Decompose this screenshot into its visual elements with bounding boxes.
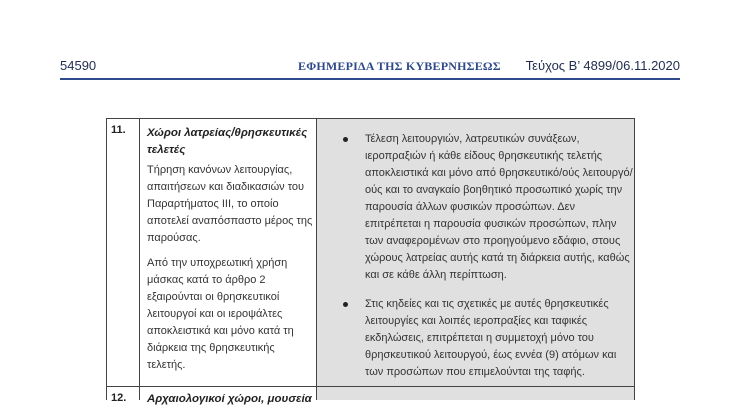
row-title: Χώροι λατρείας/θρησκευτικές τελετές [147, 127, 308, 156]
page-header [60, 58, 680, 78]
table-left-border [106, 118, 107, 400]
header-rule [60, 78, 680, 80]
gazette-name: ΕΦΗΜΕΡΙΔΑ ΤΗΣ ΚΥΒΕΡΝΗΣΕΩΣ [298, 59, 501, 73]
row-number: 11. [111, 124, 126, 136]
measure-bullet: Τέλεση λειτουργιών, λατρευτικών συνάξεων, ιεροπραξιών ή κάθε είδους θρησκευτικής τελετής αποκλειστικά και μόνο από θρησκευτικό/ούς λειτουργό/ούς και το αναγκαίο βοηθητικό προσωπικό χωρίς την παρουσία άλλων φυσικών προσώπων. Δεν επιτρέπεται η παρουσία φυσικών προσώπων, πλην των αναφερομένων στο προηγούμενο εδάφιο, στους χώρους λατρείας αυτής κατά τη διάρκεια αυτής, καθώς και σε κάθε άλλη περίπτωση. [365, 133, 633, 281]
measure-bullet: Στις κηδείες και τις σχετικές με αυτές θρησκευτικές λειτουργίες και λοιπές ιεροπραξίες και ταφικές εκδηλώσεις, επιτρέπεται η συμμετοχή μόνο του θρησκευτικού λειτουργού, έως εννέα (9) ατόμων και των προσώπων που επιμελούνται της ταφής. [365, 298, 617, 378]
row-number: 12. [111, 392, 127, 404]
row-paragraph: Από την υποχρεωτική χρήση μάσκας κατά το άρθρο 2 εξαιρούνται οι θρησκευτικοί λειτουργοί και οι ιεροψάλτες αποκλειστικά και μόνο κατά τη διάρκεια της θρησκευτικής τελετής. [147, 257, 294, 371]
bullet-icon [343, 302, 348, 307]
column-divider-number [139, 118, 140, 400]
row-divider [106, 386, 634, 387]
column-divider-measures [316, 118, 317, 400]
table-right-border [634, 118, 635, 400]
row-title: Αρχαιολογικοί χώροι, μουσεία [147, 393, 312, 405]
table-top-border [106, 118, 634, 119]
page-number: 54590 [60, 58, 97, 73]
bullet-icon [343, 137, 348, 142]
row-paragraph: Τήρηση κανόνων λειτουργίας, απαιτήσεων και διαδικασιών του Παραρτήματος ΙΙΙ, το οποίο αποτελεί αναπόσπαστο μέρος της παρούσας. [147, 164, 313, 244]
issue-reference: Τεύχος Β’ 4899/06.11.2020 [525, 58, 680, 73]
